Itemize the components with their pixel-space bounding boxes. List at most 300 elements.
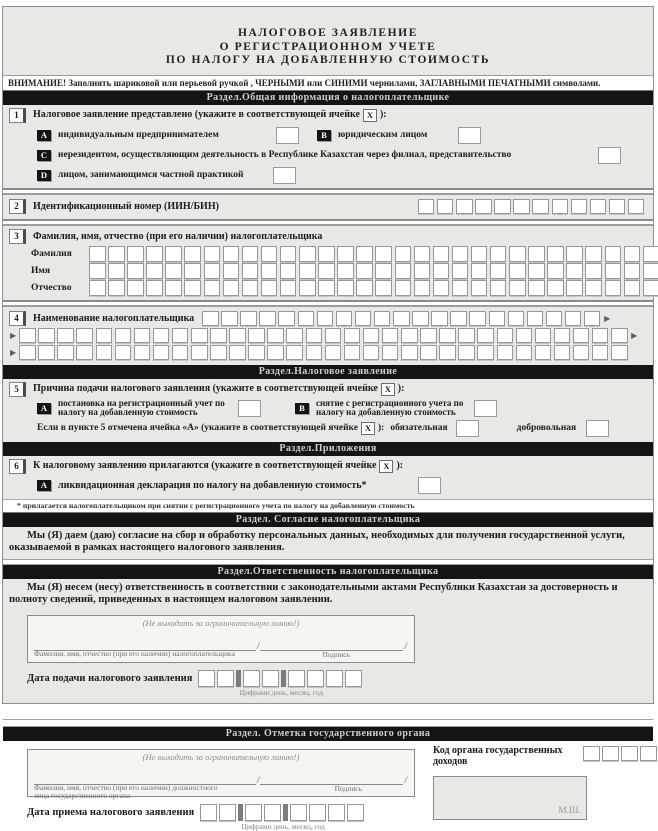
char-cell[interactable] [261,263,278,279]
liquidation-declaration-checkbox[interactable] [418,477,441,494]
form-page [2,6,654,831]
option-c-checkbox[interactable] [598,147,621,164]
char-cell[interactable] [490,263,507,279]
char-cell[interactable] [554,345,571,361]
char-cell[interactable] [76,345,93,361]
item-number: 3 [9,229,26,244]
char-cell[interactable] [573,328,590,344]
char-cell[interactable] [242,280,259,296]
section-bar-attachments: Раздел.Приложения [3,442,653,456]
char-cell[interactable] [509,263,526,279]
section-bar-tax-application: Раздел.Налоговое заявление [3,365,653,379]
char-cell[interactable] [528,280,545,296]
char-cell[interactable] [393,311,410,327]
char-cell[interactable] [240,311,257,327]
char-cell[interactable] [382,328,399,344]
char-cell[interactable] [611,328,628,344]
char-cell[interactable] [146,280,163,296]
divider [3,300,653,307]
char-cell[interactable] [318,263,335,279]
date-separator [238,804,243,821]
char-cell[interactable] [115,345,132,361]
char-cell[interactable] [299,280,316,296]
slash-separator: / [404,774,407,785]
dereg-option-label: снятие с регистрационного учета по налогу на добавленную стоимость [316,397,464,417]
date-cell[interactable] [217,670,234,687]
char-cell[interactable] [509,280,526,296]
section-5 [3,379,653,442]
char-cell[interactable] [497,328,514,344]
char-cell[interactable] [325,345,342,361]
item3-label: Фамилия, имя, отчество (при его наличии) налогоплательщика [33,231,323,242]
section-bar-state-org: Раздел. Отметка государственного органа [3,727,653,741]
char-cell[interactable] [76,328,93,344]
section-bar-consent: Раздел. Согласие налогоплательщика [3,513,653,527]
char-cell[interactable] [259,311,276,327]
char-cell[interactable] [609,199,626,215]
char-cell[interactable] [566,263,583,279]
char-cell[interactable] [19,345,36,361]
char-cell[interactable] [497,345,514,361]
char-cell[interactable] [420,345,437,361]
char-cell[interactable] [621,746,638,762]
option-letter-b: B [317,130,331,141]
char-cell[interactable] [566,280,583,296]
char-cell[interactable] [571,199,588,215]
char-cell[interactable] [108,246,125,262]
char-cell[interactable] [513,199,530,215]
char-cell[interactable] [375,280,392,296]
section-2 [3,195,653,220]
date-cell[interactable] [347,804,364,821]
char-cell[interactable] [458,345,475,361]
patronymic-cells [89,280,658,296]
char-cell[interactable] [153,328,170,344]
name-cells-row3 [19,345,630,361]
char-cell[interactable] [280,280,297,296]
char-cell[interactable] [184,280,201,296]
section-3 [3,226,653,300]
option-b-checkbox[interactable] [458,127,481,144]
section-1 [3,105,653,188]
date-cell[interactable] [307,670,324,687]
char-cell[interactable] [89,263,106,279]
date-cell[interactable] [262,670,279,687]
char-cell[interactable] [223,246,240,262]
char-cell[interactable] [223,280,240,296]
char-cell[interactable] [418,199,435,215]
char-cell[interactable] [437,199,454,215]
char-cell[interactable] [643,263,658,279]
char-cell[interactable] [344,345,361,361]
char-cell[interactable] [624,263,641,279]
official-name-caption: Фамилия, имя, отчество (при его наличии) должностного лица государственного органа [34,782,218,800]
char-cell[interactable] [286,345,303,361]
char-cell[interactable] [458,328,475,344]
char-cell[interactable] [267,328,284,344]
char-cell[interactable] [456,199,473,215]
attention-note: ВНИМАНИЕ! Заполнять шариковой или перьевой ручкой , ЧЕРНЫМИ или СИНИМИ чернилами, ЗАГЛАВНЫМИ ПЕЧАТНЫМИ символами. [3,75,653,91]
char-cell[interactable] [108,280,125,296]
char-cell[interactable] [363,345,380,361]
voluntary-checkbox[interactable] [586,420,609,437]
char-cell[interactable] [191,345,208,361]
char-cell[interactable] [278,311,295,327]
char-cell[interactable] [433,246,450,262]
row-continue-arrow-icon: ▶ [604,313,611,323]
seal-box [433,776,587,820]
date-cell[interactable] [245,804,262,821]
char-cell[interactable] [57,328,74,344]
char-cell[interactable] [452,263,469,279]
char-cell[interactable] [528,246,545,262]
firstname-label: Имя [31,265,50,276]
consent-text: Мы (Я) даем (даю) согласие на сбор и обработку персональных данных, необходимых для получения государственной услуги, оказываемой в рамках настоящего налогового заявления. [9,529,625,553]
char-cell[interactable] [19,328,36,344]
deregistration-checkbox[interactable] [474,400,497,417]
item-number: 6 [9,459,26,474]
char-cell[interactable] [242,246,259,262]
char-cell[interactable] [127,263,144,279]
option-a-checkbox[interactable] [276,127,299,144]
char-cell[interactable] [475,199,492,215]
reg-option-label: постановка на регистрационный учет по налогу на добавленную стоимость [58,397,225,417]
item6-label: К налоговому заявлению прилагаются (укажите в соответствующей ячейке X ): [33,459,404,471]
char-cell[interactable] [471,246,488,262]
char-cell[interactable] [210,345,227,361]
char-cell[interactable] [242,263,259,279]
char-cell[interactable] [202,311,219,327]
section-bar-responsibility: Раздел.Ответственность налогоплательщика [3,565,653,579]
name-cells-row2 [19,328,630,344]
char-cell[interactable] [535,345,552,361]
char-cell[interactable] [298,311,315,327]
option-b-label: юридическим лицом [338,130,428,140]
acceptance-date-cells [200,804,366,821]
revenue-org-code-cells [583,746,658,762]
char-cell[interactable] [414,280,431,296]
char-cell[interactable] [640,746,657,762]
slash-separator: / [256,774,260,785]
row-continue-arrow-icon: ▶ [10,330,17,340]
char-cell[interactable] [585,263,602,279]
char-cell[interactable] [605,280,622,296]
char-cell[interactable] [628,199,645,215]
char-cell[interactable] [565,311,582,327]
voluntary-label: добровольная [516,423,577,433]
char-cell[interactable] [528,263,545,279]
char-cell[interactable] [382,345,399,361]
char-cell[interactable] [605,246,622,262]
char-cell[interactable] [592,345,609,361]
date-cell[interactable] [290,804,307,821]
responsibility-text: Мы (Я) несем (несу) ответственность в соответствии с законодательными актами Республики Казахстан за достоверность и полноту сведений, приведенных в настоящем налоговом заявлении. [9,581,618,605]
char-cell[interactable] [115,328,132,344]
char-cell[interactable] [146,263,163,279]
date-cell[interactable] [288,670,305,687]
option-d-label: лицом, занимающимся частной практикой [58,170,244,180]
char-cell[interactable] [184,246,201,262]
char-cell[interactable] [590,199,607,215]
char-cell[interactable] [325,328,342,344]
char-cell[interactable] [299,263,316,279]
char-cell[interactable] [204,246,221,262]
char-cell[interactable] [471,263,488,279]
char-cell[interactable] [38,345,55,361]
char-cell[interactable] [395,246,412,262]
char-cell[interactable] [509,246,526,262]
char-cell[interactable] [401,328,418,344]
patronymic-label: Отчество [31,282,72,293]
char-cell[interactable] [643,280,658,296]
date-cell[interactable] [200,804,217,821]
item5-condition: Если в пункте 5 отмечена ячейка «А» (укажите в соответствующей ячейке X ): обязательная добровольная [37,420,647,437]
char-cell[interactable] [547,246,564,262]
section-4 [3,307,653,365]
option-letter-b: B [295,403,309,414]
option-letter-d: D [37,170,51,181]
submission-date-cells [198,670,364,687]
char-cell[interactable] [375,263,392,279]
char-cell[interactable] [532,199,549,215]
date-cell[interactable] [219,804,236,821]
char-cell[interactable] [318,280,335,296]
char-cell[interactable] [573,345,590,361]
char-cell[interactable] [433,280,450,296]
date-cell[interactable] [326,670,343,687]
option-letter-a: A [37,130,51,141]
char-cell[interactable] [516,345,533,361]
char-cell[interactable] [414,263,431,279]
char-cell[interactable] [452,246,469,262]
date-separator [283,804,288,821]
item-number: 4 [9,311,26,326]
date-cell[interactable] [309,804,326,821]
char-cell[interactable] [108,263,125,279]
divider [3,219,653,226]
option-letter-a: A [37,403,51,414]
row-continue-arrow-icon: ▶ [10,347,17,357]
row-continue-arrow-icon: ▶ [631,330,638,340]
restriction-note: (Не выходить за ограничительную линию!) [142,617,300,628]
mandatory-checkbox[interactable] [456,420,479,437]
acceptance-date-label: Дата приема налогового заявления [27,806,195,818]
char-cell[interactable] [624,246,641,262]
date-cell[interactable] [345,670,362,687]
item1-label: Налоговое заявление представлено (укажите в соответствующей ячейке X ): [33,108,387,120]
submission-date-label: Дата подачи налогового заявления [27,672,193,684]
firstname-cells [89,263,658,279]
char-cell[interactable] [317,311,334,327]
char-cell[interactable] [602,746,619,762]
char-cell[interactable] [337,246,354,262]
char-cell[interactable] [414,246,431,262]
char-cell[interactable] [477,328,494,344]
char-cell[interactable] [89,246,106,262]
char-cell[interactable] [566,246,583,262]
taxpayer-signature-box[interactable] [27,615,415,663]
char-cell[interactable] [267,345,284,361]
char-cell[interactable] [280,263,297,279]
char-cell[interactable] [420,328,437,344]
char-cell[interactable] [223,263,240,279]
char-cell[interactable] [229,345,246,361]
char-cell[interactable] [261,246,278,262]
seal-place-label: М.Ш. [558,805,581,816]
char-cell[interactable] [356,263,373,279]
char-cell[interactable] [494,199,511,215]
char-cell[interactable] [38,328,55,344]
char-cell[interactable] [306,345,323,361]
date-caption: Цифрами день, месяц, год [241,821,325,831]
char-cell[interactable] [96,345,113,361]
char-cell[interactable] [336,311,353,327]
char-cell[interactable] [356,246,373,262]
item-number: 1 [9,108,26,123]
char-cell[interactable] [210,328,227,344]
char-cell[interactable] [516,328,533,344]
char-cell[interactable] [248,345,265,361]
char-cell[interactable] [57,345,74,361]
char-cell[interactable] [433,263,450,279]
char-cell[interactable] [395,280,412,296]
char-cell[interactable] [363,328,380,344]
date-separator [236,670,241,687]
char-cell[interactable] [306,328,323,344]
state-org-section [3,741,653,831]
char-cell[interactable] [299,246,316,262]
surname-cells [89,246,658,262]
divider [3,188,653,195]
char-cell[interactable] [471,280,488,296]
char-cell[interactable] [184,263,201,279]
char-cell[interactable] [547,263,564,279]
date-cell[interactable] [243,670,260,687]
char-cell[interactable] [221,311,238,327]
char-cell[interactable] [547,280,564,296]
char-cell[interactable] [172,328,189,344]
item2-label: Идентификационный номер (ИИН/БИН) [33,200,219,212]
signature-caption: Подпись [322,649,350,659]
option-d-checkbox[interactable] [273,167,296,184]
char-cell[interactable] [395,263,412,279]
footnote: * прилагается налогоплательщиком при снятии с регистрационного учета по налогу на добавленную стоимость [3,499,653,513]
date-cell[interactable] [198,670,215,687]
item5-label: Причина подачи налогового заявления (укажите в соответствующей ячейке X ): [33,382,405,394]
char-cell[interactable] [337,263,354,279]
liquidation-declaration-label: ликвидационная декларация по налогу на добавленную стоимость* [58,479,367,491]
char-cell[interactable] [204,263,221,279]
submission-date-row [27,670,653,697]
char-cell[interactable] [592,328,609,344]
option-letter-c: C [37,150,51,161]
char-cell[interactable] [318,246,335,262]
char-cell[interactable] [508,311,525,327]
char-cell[interactable] [439,328,456,344]
char-cell[interactable] [356,280,373,296]
char-cell[interactable] [165,246,182,262]
char-cell[interactable] [450,311,467,327]
registration-checkbox[interactable] [238,400,261,417]
title-line-1: НАЛОГОВОЕ ЗАЯВЛЕНИЕ [237,27,418,39]
item-number: 5 [9,382,26,397]
char-cell[interactable] [146,246,163,262]
char-cell[interactable] [89,280,106,296]
char-cell[interactable] [96,328,113,344]
char-cell[interactable] [624,280,641,296]
char-cell[interactable] [165,280,182,296]
char-cell[interactable] [490,246,507,262]
acceptance-date-row [27,804,415,831]
char-cell[interactable] [248,328,265,344]
char-cell[interactable] [261,280,278,296]
char-cell[interactable] [554,328,571,344]
char-cell[interactable] [452,280,469,296]
char-cell[interactable] [191,328,208,344]
char-cell[interactable] [286,328,303,344]
spacer [3,697,653,719]
char-cell[interactable] [585,280,602,296]
x-mark-box: X [361,422,375,435]
char-cell[interactable] [431,311,448,327]
char-cell[interactable] [355,311,372,327]
item4-label: Наименование налогоплательщика [33,312,195,324]
char-cell[interactable] [643,246,658,262]
char-cell[interactable] [469,311,486,327]
char-cell[interactable] [412,311,429,327]
char-cell[interactable] [375,246,392,262]
char-cell[interactable] [153,345,170,361]
char-cell[interactable] [374,311,391,327]
divider [3,719,653,727]
char-cell[interactable] [229,328,246,344]
char-cell[interactable] [583,746,600,762]
date-cell[interactable] [328,804,345,821]
char-cell[interactable] [584,311,601,327]
char-cell[interactable] [204,280,221,296]
char-cell[interactable] [337,280,354,296]
char-cell[interactable] [344,328,361,344]
char-cell[interactable] [401,345,418,361]
surname-label: Фамилия [31,248,72,259]
char-cell[interactable] [605,263,622,279]
char-cell[interactable] [611,345,628,361]
char-cell[interactable] [134,345,151,361]
char-cell[interactable] [489,311,506,327]
date-cell[interactable] [264,804,281,821]
char-cell[interactable] [127,280,144,296]
section-6 [3,456,653,499]
official-signature-box[interactable] [27,749,415,800]
char-cell[interactable] [527,311,544,327]
slash-separator: / [256,640,260,651]
char-cell[interactable] [280,246,297,262]
slash-separator: / [404,640,407,651]
char-cell[interactable] [165,263,182,279]
char-cell[interactable] [477,345,494,361]
char-cell[interactable] [134,328,151,344]
option-c-label: нерезидентом, осуществляющим деятельность в Республике Казахстан через филиал, представительство [58,150,512,160]
char-cell[interactable] [439,345,456,361]
char-cell[interactable] [127,246,144,262]
char-cell[interactable] [535,328,552,344]
char-cell[interactable] [552,199,569,215]
char-cell[interactable] [490,280,507,296]
date-separator [281,670,286,687]
char-cell[interactable] [546,311,563,327]
char-cell[interactable] [585,246,602,262]
char-cell[interactable] [172,345,189,361]
